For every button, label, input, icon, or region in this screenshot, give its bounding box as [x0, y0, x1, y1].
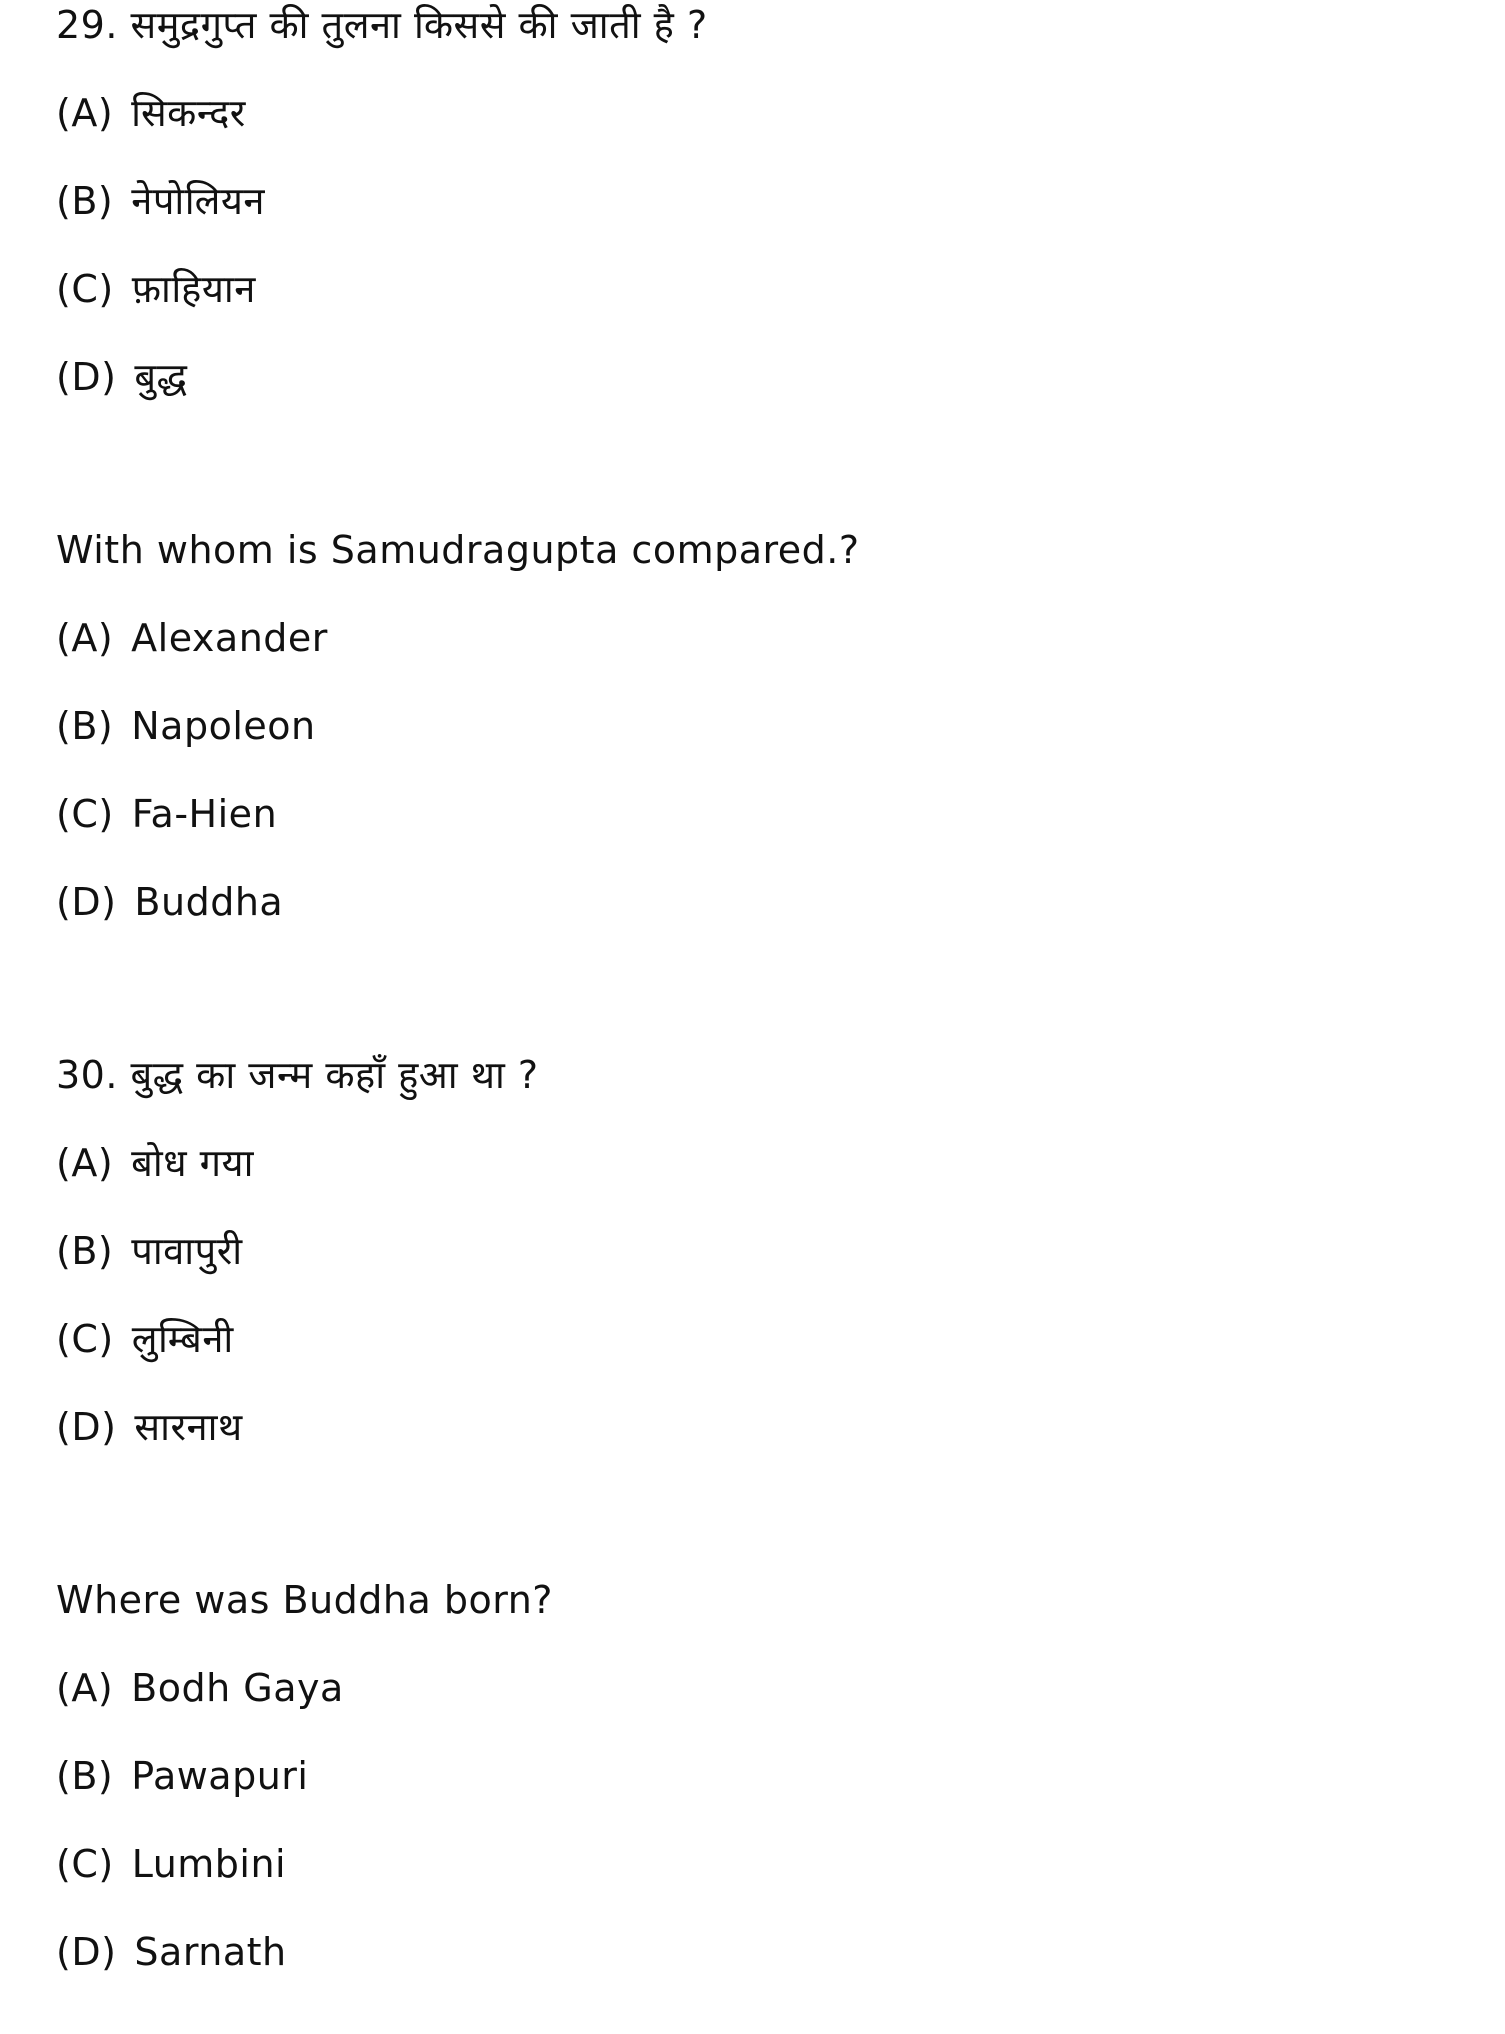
option-text: Buddha	[134, 880, 284, 924]
option-a	[56, 88, 1436, 176]
option-a	[56, 1663, 1436, 1751]
option-text: सिकन्दर	[131, 91, 246, 135]
option-b	[56, 1226, 1436, 1314]
option-text: पावापुरी	[131, 1229, 243, 1273]
option-label: (D)	[56, 355, 117, 399]
question-stem: Where was Buddha born?	[56, 1578, 553, 1622]
option-a	[56, 1138, 1436, 1226]
option-label: (A)	[56, 1141, 114, 1185]
option-label: (A)	[56, 616, 114, 660]
option-text: सारनाथ	[134, 1405, 243, 1449]
option-d	[56, 877, 1436, 965]
option-text: Sarnath	[134, 1930, 287, 1974]
question-29-hindi	[56, 0, 1436, 440]
option-b	[56, 1751, 1436, 1839]
option-label: (D)	[56, 1405, 117, 1449]
option-d	[56, 1927, 1436, 2015]
option-text: Fa-Hien	[131, 792, 278, 836]
question-stem: 29. समुद्रगुप्त की तुलना किससे की जाती है ?	[56, 3, 708, 47]
option-label: (B)	[56, 1754, 114, 1798]
option-c	[56, 789, 1436, 877]
option-label: (B)	[56, 704, 114, 748]
option-text: फ़ाहियान	[131, 267, 256, 311]
option-text: नेपोलियन	[131, 179, 265, 223]
option-text: Alexander	[131, 616, 328, 660]
option-label: (A)	[56, 91, 114, 135]
option-a	[56, 613, 1436, 701]
option-b	[56, 701, 1436, 789]
question-stem: 30. बुद्ध का जन्म कहाँ हुआ था ?	[56, 1053, 539, 1097]
question-29-english	[56, 525, 1436, 965]
option-c	[56, 264, 1436, 352]
option-text: Bodh Gaya	[131, 1666, 344, 1710]
option-text: Lumbini	[131, 1842, 287, 1886]
option-d	[56, 352, 1436, 440]
question-30-hindi	[56, 1050, 1436, 1490]
option-label: (C)	[56, 1317, 114, 1361]
option-label: (D)	[56, 880, 117, 924]
option-text: Napoleon	[131, 704, 316, 748]
question-stem: With whom is Samudragupta compared.?	[56, 528, 860, 572]
option-c	[56, 1314, 1436, 1402]
option-label: (A)	[56, 1666, 114, 1710]
option-label: (B)	[56, 179, 114, 223]
option-text: बोध गया	[131, 1141, 254, 1185]
option-c	[56, 1839, 1436, 1927]
option-d	[56, 1402, 1436, 1490]
option-b	[56, 176, 1436, 264]
question-30-english	[56, 1575, 1436, 2015]
option-text: Pawapuri	[131, 1754, 309, 1798]
option-label: (C)	[56, 267, 114, 311]
option-text: लुम्बिनी	[131, 1317, 234, 1361]
option-label: (C)	[56, 792, 114, 836]
option-label: (D)	[56, 1930, 117, 1974]
option-label: (B)	[56, 1229, 114, 1273]
option-text: बुद्ध	[134, 355, 188, 399]
option-label: (C)	[56, 1842, 114, 1886]
